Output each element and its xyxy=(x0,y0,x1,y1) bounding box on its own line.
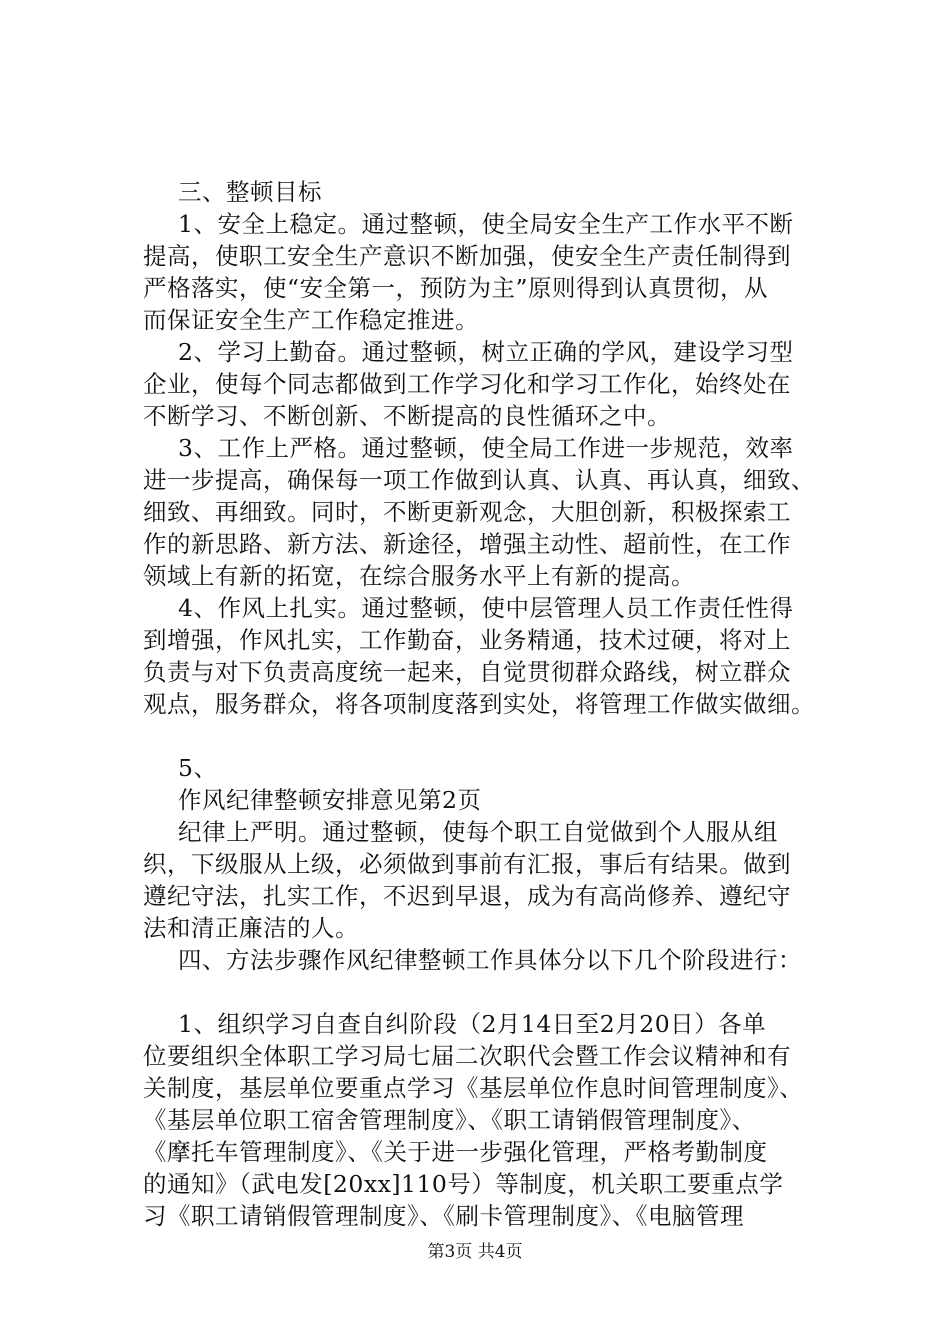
paragraph-line: 进一步提高，确保每一项工作做到认真、认真、再认真，细致、 xyxy=(143,466,815,494)
paragraph-line: 5、 xyxy=(178,754,218,782)
paragraph-line: 到增强，作风扎实，工作勤奋，业务精通，技术过硬，将对上 xyxy=(143,626,791,654)
paragraph-line: 1、组织学习自查自纠阶段（2月14日至2月20日）各单 xyxy=(178,1010,767,1038)
paragraph-line: 4、作风上扎实。通过整顿，使中层管理人员工作责任性得 xyxy=(178,594,794,622)
paragraph-line: 而保证安全生产工作稳定推进。 xyxy=(143,306,479,334)
paragraph-line: 织，下级服从上级，必须做到事前有汇报，事后有结果。做到 xyxy=(143,850,791,878)
paragraph-line: 细致、再细致。同时，不断更新观念，大胆创新，积极探索工 xyxy=(143,498,791,526)
paragraph-line: 2、学习上勤奋。通过整顿，树立正确的学风，建设学习型 xyxy=(178,338,794,366)
paragraph-line: 《基层单位职工宿舍管理制度》、《职工请销假管理制度》、 xyxy=(143,1106,756,1134)
page-running-title: 作风纪律整顿安排意见第2页 xyxy=(178,786,482,814)
paragraph-line: 作的新思路、新方法、新途径，增强主动性、超前性，在工作 xyxy=(143,530,791,558)
paragraph-line: 观点，服务群众，将各项制度落到实处，将管理工作做实做细。 xyxy=(143,690,815,718)
paragraph-line: 企业，使每个同志都做到工作学习化和学习工作化，始终处在 xyxy=(143,370,791,398)
paragraph-line: 法和清正廉洁的人。 xyxy=(143,914,359,942)
paragraph-line: 位要组织全体职工学习局七届二次职代会暨工作会议精神和有 xyxy=(143,1042,791,1070)
paragraph-line: 1、安全上稳定。通过整顿，使全局安全生产工作水平不断 xyxy=(178,210,794,238)
paragraph-line: 严格落实，使“安全第一，预防为主”原则得到认真贯彻，从 xyxy=(143,274,769,302)
paragraph-line: 提高，使职工安全生产意识不断加强，使安全生产责任制得到 xyxy=(143,242,791,270)
paragraph-line: 习《职工请销假管理制度》、《刷卡管理制度》、《电脑管理 xyxy=(143,1202,744,1230)
paragraph-line: 《摩托车管理制度》、《关于进一步强化管理，严格考勤制度 xyxy=(143,1138,768,1166)
paragraph-line: 纪律上严明。通过整顿，使每个职工自觉做到个人服从组 xyxy=(178,818,778,846)
paragraph-line: 的通知》（武电发[20xx]110号）等制度，机关职工要重点学 xyxy=(143,1170,784,1198)
paragraph-line: 遵纪守法，扎实工作，不迟到早退，成为有高尚修养、遵纪守 xyxy=(143,882,791,910)
paragraph-line: 不断学习、不断创新、不断提高的良性循环之中。 xyxy=(143,402,671,430)
section-heading: 三、整顿目标 xyxy=(178,178,322,206)
paragraph-line: 负责与对下负责高度统一起来，自觉贯彻群众路线，树立群众 xyxy=(143,658,791,686)
paragraph-line: 3、工作上严格。通过整顿，使全局工作进一步规范，效率 xyxy=(178,434,794,462)
section-heading: 四、方法步骤作风纪律整顿工作具体分以下几个阶段进行： xyxy=(178,946,802,974)
paragraph-line: 领域上有新的拓宽，在综合服务水平上有新的提高。 xyxy=(143,562,695,590)
page-number-footer: 第3页 共4页 xyxy=(427,1242,523,1262)
paragraph-line: 关制度，基层单位要重点学习《基层单位作息时间管理制度》、 xyxy=(143,1074,804,1102)
